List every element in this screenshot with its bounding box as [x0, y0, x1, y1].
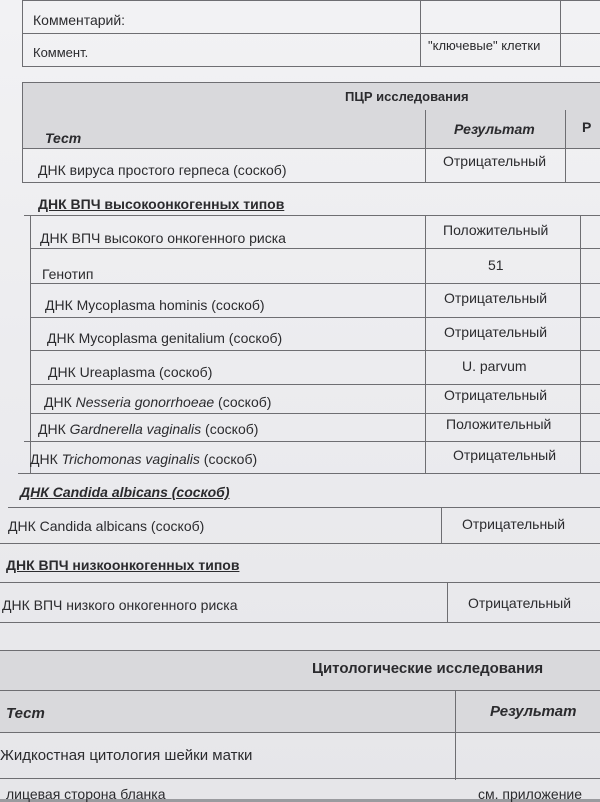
table-row-test: ДНК ВПЧ высокого онкогенного риска [40, 230, 286, 246]
rule [0, 650, 600, 651]
rule [18, 473, 600, 474]
rule [0, 622, 600, 623]
rule [565, 110, 566, 182]
cyto-row-test: Жидкостная цитология шейки матки [0, 747, 253, 764]
table-row-test: ДНК Nesseria gonorrhoeae (соскоб) [44, 394, 272, 410]
rule [560, 0, 561, 66]
rule [22, 148, 600, 149]
cyto-footer-left: лицевая сторона бланка [6, 786, 166, 802]
rule [22, 33, 600, 34]
section-hpv-low: ДНК ВПЧ низкоонкогенных типов [6, 557, 240, 573]
rule [420, 0, 421, 66]
comment-short-label: Коммент. [33, 45, 89, 60]
table-row-test: ДНК Mycoplasma hominis (соскоб) [45, 297, 265, 313]
table-row-test: ДНК ВПЧ низкого онкогенного риска [2, 597, 238, 613]
table-row-result: Отрицательный [444, 387, 548, 403]
rule [30, 384, 600, 385]
pcr-col-result: Результат [454, 121, 535, 137]
table-row-result: Положительный [446, 416, 552, 432]
rule [447, 582, 448, 622]
cyto-col-result: Результат [490, 703, 577, 720]
comment-value: "ключевые" клетки [428, 38, 541, 53]
pcr-col-extra: Р [582, 119, 592, 135]
rule [22, 82, 600, 83]
rule [425, 110, 426, 182]
table-row-result: Положительный [443, 222, 549, 238]
rule [22, 0, 23, 66]
table-row-result: Отрицательный [468, 595, 572, 611]
table-row-result: Отрицательный [443, 153, 547, 169]
section-hpv-high: ДНК ВПЧ высокоонкогенных типов [38, 196, 285, 212]
table-row-test: ДНК Mycoplasma genitalium (соскоб) [47, 330, 283, 346]
pcr-col-test: Тест [45, 130, 82, 146]
table-row-test: ДНК Ureaplasma (соскоб) [48, 364, 213, 380]
rule [0, 690, 600, 691]
rule [30, 215, 31, 473]
cyto-title: Цитологические исследования [312, 660, 544, 677]
table-row-result: Отрицательный [444, 324, 548, 340]
table-row-test: Генотип [42, 266, 94, 282]
rule [8, 507, 600, 508]
pcr-title: ПЦР исследования [345, 89, 469, 104]
rule [22, 82, 23, 182]
rule [24, 441, 600, 442]
rule [425, 215, 426, 473]
rule [22, 66, 600, 67]
table-row-test: ДНК Trichomonas vaginalis (соскоб) [30, 451, 258, 467]
table-row-result: Отрицательный [453, 447, 557, 463]
rule [0, 582, 600, 583]
rule [30, 317, 600, 318]
table-row-result: Отрицательный [462, 516, 566, 532]
rule [30, 283, 600, 284]
table-row-test: ДНК Gardnerella vaginalis (соскоб) [38, 421, 259, 437]
rule [441, 507, 442, 543]
cyto-col-test: Тест [6, 705, 45, 722]
rule [0, 778, 600, 779]
pcr-header-band [22, 82, 600, 148]
rule [30, 413, 600, 414]
table-row-test: ДНК вируса простого герпеса (соскоб) [38, 162, 287, 178]
rule [0, 543, 600, 544]
rule [24, 215, 600, 216]
rule [0, 732, 600, 733]
rule [30, 248, 600, 249]
table-row-result: Отрицательный [444, 290, 548, 306]
rule [30, 350, 600, 351]
cyto-footer-right: см. приложение [478, 786, 583, 802]
section-candida: ДНК Candida albicans (соскоб) [20, 484, 230, 500]
rule [22, 182, 600, 183]
table-row-test: ДНК Candida albicans (соскоб) [8, 518, 205, 534]
rule [22, 0, 600, 1]
rule [455, 690, 456, 780]
comment-label: Комментарий: [33, 12, 126, 28]
table-row-result: U. parvum [462, 358, 527, 374]
table-row-result: 51 [488, 257, 504, 273]
rule [580, 215, 581, 473]
